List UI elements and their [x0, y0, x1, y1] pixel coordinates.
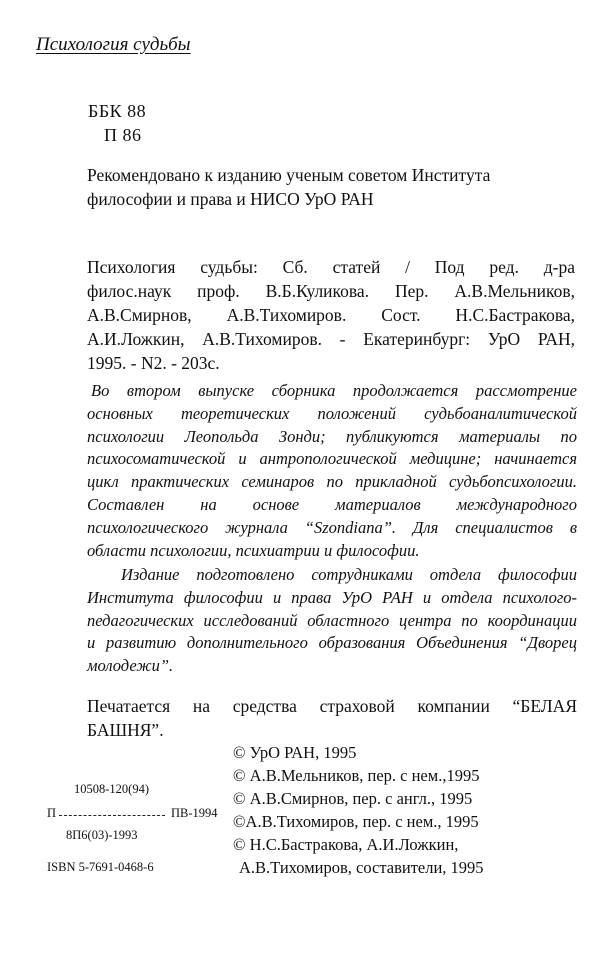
- recommendation: [87, 163, 575, 211]
- classification-code: 10508-120(94): [74, 782, 149, 796]
- isbn: ISBN 5-7691-0468-6: [47, 860, 154, 874]
- annotation-1: [87, 380, 577, 562]
- annotation-line: Составлен на основе материалов международного: [87, 494, 577, 514]
- annotation-line: основных теоретических положений судьбоаналитической: [87, 403, 577, 423]
- series-title: Психология судьбы: [36, 34, 191, 55]
- annotation-line: Во втором выпуске сборника продолжается рассмотрение: [91, 381, 577, 400]
- copyright-line: © А.В.Смирнов, пер. с англ., 1995: [233, 789, 473, 808]
- annotation-line: цикл практических семинаров по прикладной судьбопсихологии.: [87, 472, 577, 492]
- bbk-code: ББК 88: [88, 101, 147, 121]
- sponsor-line: Печатается на средства страховой компании “БЕЛАЯ: [87, 696, 577, 716]
- biblio-line: А.В.Смирнов, А.В.Тихомиров. Сост. Н.С.Бастракова,: [87, 305, 575, 325]
- annotation-line: Издание подготовлено сотрудниками отдела философии: [121, 565, 577, 584]
- annotation-line: области психологии, психиатрии и философии.: [87, 540, 420, 560]
- annotation-line: педагогических исследований областного центра по координации: [87, 610, 577, 630]
- copyright-line: © УрО РАН, 1995: [233, 743, 357, 762]
- annotation-line: психологии Леопольда Зонди; публикуются материалы по: [87, 426, 577, 446]
- copyright-line: ©А.В.Тихомиров, пер. с нем., 1995: [233, 812, 479, 831]
- fraction-right: ПВ-1994: [171, 806, 218, 820]
- recommendation-line: Рекомендовано к изданию ученым советом Института: [87, 165, 491, 185]
- author-mark: П 86: [104, 125, 142, 145]
- copyright-line: А.В.Тихомиров, составители, 1995: [239, 858, 484, 877]
- annotation-2: [87, 564, 577, 678]
- annotation-line: психосоматической и антропологической медицине; начинается: [87, 449, 577, 469]
- biblio-line: А.И.Ложкин, А.В.Тихомиров. - Екатеринбург: УрО РАН,: [87, 329, 575, 349]
- biblio-line: филос.наук проф. В.Б.Куликова. Пер. А.В.Мельников,: [87, 281, 575, 301]
- classification-denominator: 8П6(03)-1993: [66, 828, 138, 842]
- biblio-line: 1995. - N2. - 203с.: [87, 353, 220, 373]
- annotation-line: молодежи”.: [87, 656, 174, 676]
- biblio-line: Психология судьбы: Сб. статей / Под ред. д-ра: [87, 257, 575, 277]
- copyright-block: [233, 741, 484, 879]
- annotation-line: Института философии и права УрО РАН и отдела психолого-: [87, 587, 577, 607]
- annotation-line: и развитию дополнительного образования Объединения “Дворец: [87, 633, 577, 653]
- fraction-left: П: [47, 806, 57, 820]
- bibliographic-description: [87, 255, 575, 375]
- copyright-line: © А.В.Мельников, пер. с нем.,1995: [233, 766, 480, 785]
- classification-fraction: [47, 806, 227, 821]
- recommendation-line: философии и права и НИСО УрО РАН: [87, 189, 374, 209]
- copyright-line: © Н.С.Бастракова, А.И.Ложкин,: [233, 835, 459, 854]
- sponsor-line: БАШНЯ”.: [87, 720, 164, 740]
- fraction-bar: [59, 815, 165, 816]
- sponsor-note: [87, 694, 577, 742]
- annotation-line: психологического журнала “Szondiana”. Для специалистов в: [87, 517, 577, 537]
